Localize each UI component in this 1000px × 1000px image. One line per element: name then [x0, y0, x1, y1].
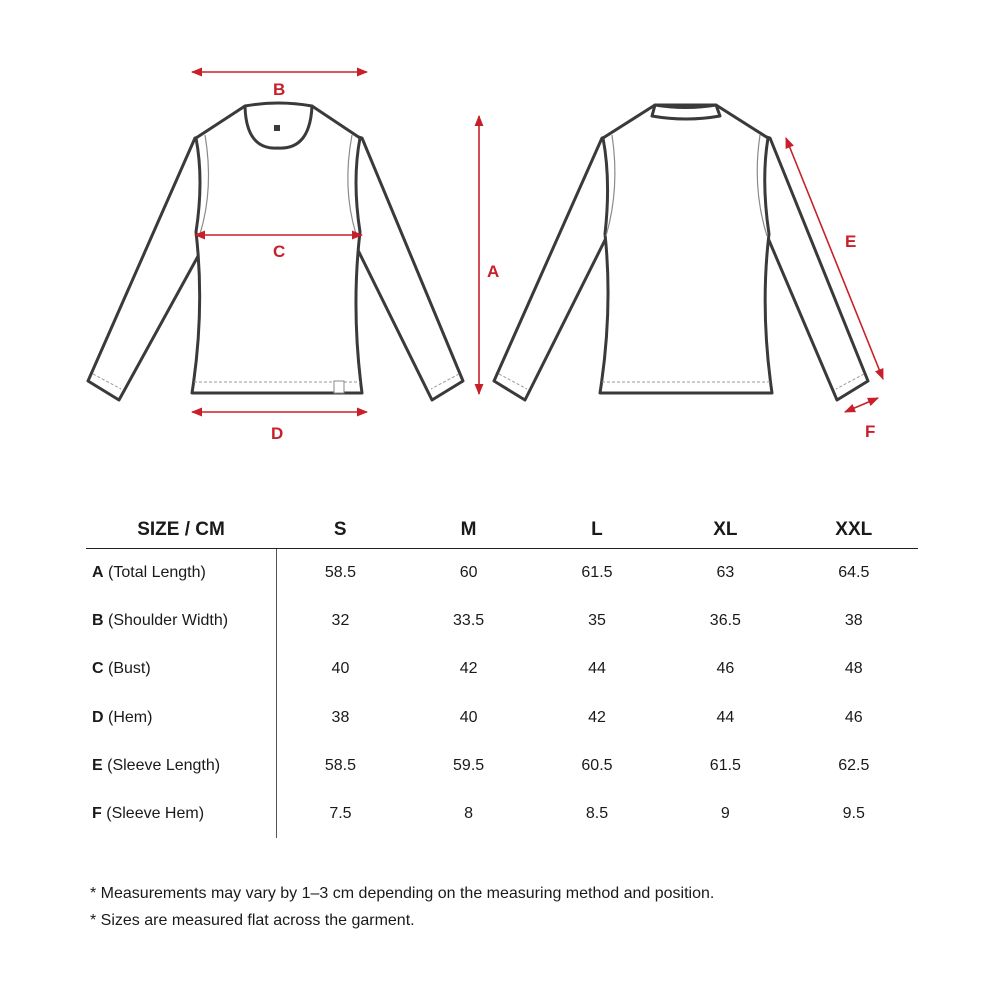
footnote: * Sizes are measured flat across the garment. — [90, 912, 415, 929]
care-tag — [334, 381, 344, 393]
table-cell: 7.5 — [329, 805, 352, 823]
table-cell: 59.5 — [453, 757, 485, 775]
footnotes — [90, 880, 714, 934]
size-header-s: S — [276, 512, 404, 549]
measurement-label — [86, 694, 276, 742]
table-cell: 61.5 — [709, 757, 741, 775]
table-row — [86, 694, 918, 742]
measurement-key: A — [92, 564, 104, 581]
front-right-sleeve — [352, 135, 463, 400]
dimension-f-line — [845, 398, 878, 412]
table-cell: 9.5 — [842, 805, 865, 823]
dimension-e-label: E — [845, 232, 857, 251]
table-row — [86, 549, 918, 598]
measurement-key: F — [92, 805, 102, 823]
size-header-m: M — [404, 512, 532, 549]
measurement-name: (Total Length) — [108, 564, 206, 581]
table-cell: 44 — [588, 660, 606, 678]
measurement-label — [86, 645, 276, 693]
table-row — [86, 790, 918, 838]
measurement-name: (Shoulder Width) — [108, 612, 229, 630]
table-cell: 62.5 — [838, 757, 870, 775]
table-row — [86, 645, 918, 693]
back-right-sleeve — [760, 135, 868, 400]
table-cell: 64.5 — [838, 564, 870, 581]
measurement-label — [86, 790, 276, 838]
table-cell: 36.5 — [709, 612, 741, 630]
size-header-l: L — [533, 512, 661, 549]
table-cell: 38 — [844, 612, 863, 630]
measurement-label — [86, 597, 276, 645]
size-header-label: SIZE / CM — [86, 512, 276, 549]
back-view — [494, 105, 868, 400]
garment-diagram — [0, 0, 1000, 480]
table-cell: 46 — [716, 660, 735, 678]
table-cell: 61.5 — [581, 564, 613, 581]
table-cell: 58.5 — [324, 757, 357, 775]
table-cell: 58.5 — [324, 564, 357, 581]
table-row — [86, 597, 918, 645]
logo-mark — [274, 125, 280, 131]
table-cell: 42 — [588, 708, 606, 726]
dimension-c-label: C — [273, 242, 286, 261]
size-header-xxl: XXL — [790, 512, 918, 549]
front-left-sleeve — [88, 135, 208, 400]
back-left-sleeve — [494, 135, 612, 400]
table-cell: 44 — [716, 708, 735, 726]
table-cell: 60 — [459, 564, 478, 581]
table-cell: 63 — [716, 564, 735, 581]
table-row — [86, 742, 918, 790]
measurement-key: E — [92, 757, 103, 775]
size-header-xl: XL — [661, 512, 789, 549]
measurement-name: (Hem) — [108, 708, 153, 726]
table-cell: 42 — [459, 660, 478, 678]
measurement-label — [86, 549, 276, 598]
size-header-row — [86, 512, 918, 549]
table-cell: 35 — [588, 612, 606, 630]
table-cell: 32 — [331, 612, 350, 630]
table-cell: 46 — [844, 708, 863, 726]
table-cell: 60.5 — [581, 757, 613, 775]
table-cell: 40 — [459, 708, 478, 726]
table-cell: 40 — [331, 660, 350, 678]
dimension-a-label: A — [487, 262, 500, 281]
size-table — [86, 512, 918, 838]
table-cell: 8 — [464, 805, 474, 823]
measurement-label — [86, 742, 276, 790]
measurement-key: B — [92, 612, 104, 630]
measurement-name: (Sleeve Length) — [107, 757, 221, 775]
measurement-name: (Sleeve Hem) — [106, 805, 205, 823]
table-cell: 33.5 — [453, 612, 485, 630]
table-cell: 9 — [720, 805, 730, 823]
measurement-key: D — [92, 708, 104, 726]
table-cell: 48 — [844, 660, 863, 678]
table-cell: 38 — [331, 708, 350, 726]
dimension-d-label: D — [271, 424, 284, 443]
footnote: * Measurements may vary by 1–3 cm depending on the measuring method and position. — [90, 885, 715, 902]
dimension-f-label: F — [865, 422, 876, 441]
measurement-key: C — [92, 660, 104, 678]
back-collar — [652, 105, 720, 119]
dimension-b-label: B — [273, 80, 286, 99]
back-body — [600, 105, 772, 393]
table-cell: 8.5 — [585, 805, 609, 823]
measurement-name: (Bust) — [108, 660, 151, 678]
